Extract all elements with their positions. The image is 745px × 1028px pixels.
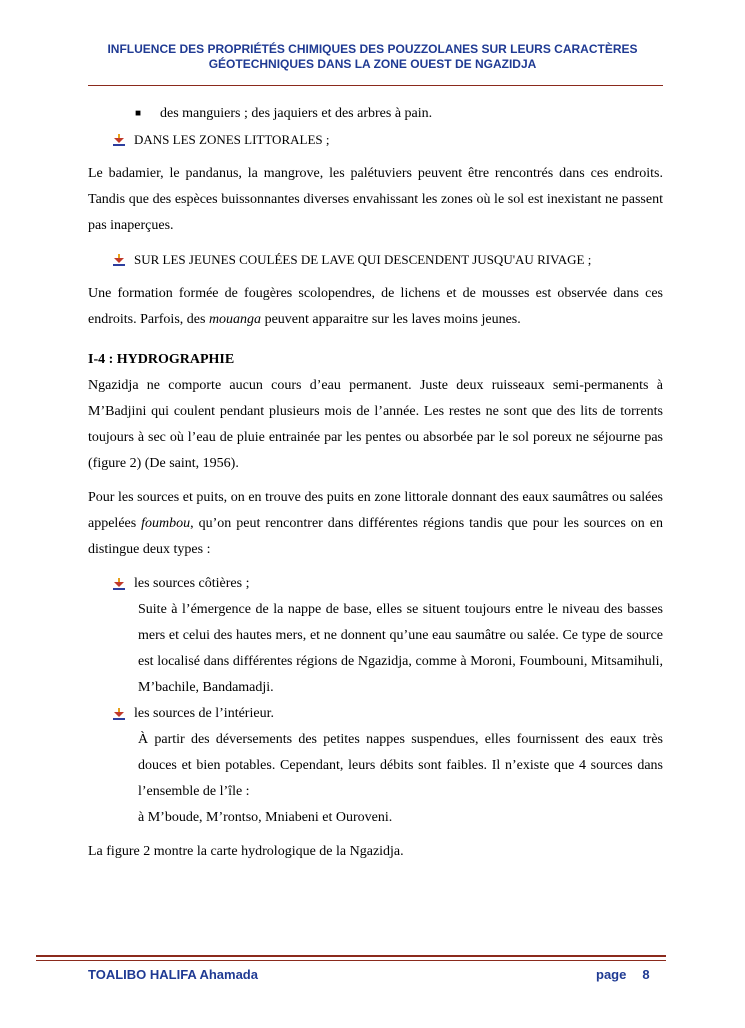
page-label: page xyxy=(596,967,627,982)
header-divider xyxy=(88,85,663,86)
arrow-bullet-lava xyxy=(88,247,663,273)
interior-sources-text: À partir des déversements des petites nappes suspendues, elles fournissent des eaux très douces et bien potables. Cependant, leurs débits sont faibles. Il n’existe que 4 sources dans l’ensemble de l’île : xyxy=(138,732,663,799)
paragraph-figure-ref: La figure 2 montre la carte hydrologique de la Ngazidja. xyxy=(88,844,404,859)
text-span: Une formation formée de fougères scolopendres, de lichens et de mousses est observée dans ces endroits. Parfois, des xyxy=(88,286,663,327)
footer-divider-thin xyxy=(36,960,666,961)
paragraph-hydrography: Ngazidja ne comporte aucun cours d’eau permanent. Juste deux ruisseaux semi-permanents à M’Badjini qui coulent pendant plusieurs mois de l’année. Les restes ne sont que des lits de torrents toujours à sec où l’eau de pluie entrainée par les pentes ou absorbée par le sol poreux ne séjourne pas (figure 2) (De saint, 1956). xyxy=(88,378,663,471)
arrow-bullet-text: DANS LES ZONES LITTORALES ; xyxy=(134,132,330,147)
interior-sources-body xyxy=(88,727,663,831)
header-line-2: GÉOTECHNIQUES DANS LA ZONE OUEST DE NGAZIDJA xyxy=(208,57,537,71)
page-number: 8 xyxy=(642,967,650,982)
paragraph-lava xyxy=(88,281,663,333)
italic-term: mouanga xyxy=(208,312,262,327)
arrow-bullet-icon xyxy=(112,707,126,721)
text-span: Pour les sources et puits, on en trouve des puits en zone littorale donnant des eaux saumâtres ou salées appelées xyxy=(88,490,663,531)
square-bullet-icon: ■ xyxy=(134,108,142,119)
arrow-bullet-icon xyxy=(112,133,126,147)
footer-author: TOALIBO HALIFA Ahamada xyxy=(88,967,258,982)
coastal-sources-text: Suite à l’émergence de la nappe de base, elles se situent toujours entre le niveau des basses mers et celui des hautes mers, et ne donnent qu’une eau saumâtre ou salée. Ce type de source est localisé dans différentes régions de Ngazidja, comme à Moroni, Foumbouni, Mitsamihuli, M’bachile, Bandamadji. xyxy=(138,602,663,695)
interior-sources-title: les sources de l’intérieur. xyxy=(134,706,274,721)
text-span: peuvent apparaitre sur les laves moins jeunes. xyxy=(261,312,521,327)
text-span: , qu’on peut rencontrer dans différentes régions tandis que pour les sources on en distingue deux types : xyxy=(88,516,663,557)
italic-term: foumbou xyxy=(141,516,191,531)
arrow-bullet-text: SUR LES JEUNES COULÉES DE LAVE QUI DESCENDENT JUSQU'AU RIVAGE ; xyxy=(134,252,592,267)
square-bullet-text: des manguiers ; des jaquiers et des arbres à pain. xyxy=(160,106,433,121)
paragraph-littoral: Le badamier, le pandanus, la mangrove, les palétuviers peuvent être rencontrés dans ces endroits. Tandis que des espèces buissonnantes diverses envahissant les zones où le sol est inexistant ne passent pas inaperçues. xyxy=(88,166,663,233)
arrow-bullet-littoral xyxy=(88,127,663,153)
section-heading: I-4 : HYDROGRAPHIE xyxy=(88,352,235,367)
arrow-bullet-icon xyxy=(112,577,126,591)
coastal-sources-title: les sources côtières ; xyxy=(134,576,250,591)
paragraph-sources xyxy=(88,485,663,563)
interior-sources-list: à M’boude, M’rontso, Mniabeni et Ouroveni. xyxy=(138,810,393,825)
header-line-1: INFLUENCE DES PROPRIÉTÉS CHIMIQUES DES POUZZOLANES SUR LEURS CARACTÈRES xyxy=(107,42,638,56)
coastal-sources-body xyxy=(88,597,663,701)
running-header xyxy=(60,42,685,72)
arrow-bullet-coastal xyxy=(88,571,663,597)
footer-divider xyxy=(36,955,666,957)
square-bullet-item xyxy=(88,101,663,127)
footer-page xyxy=(596,967,650,982)
arrow-bullet-interior xyxy=(88,701,663,727)
arrow-bullet-icon xyxy=(112,253,126,267)
page-content xyxy=(88,101,663,865)
